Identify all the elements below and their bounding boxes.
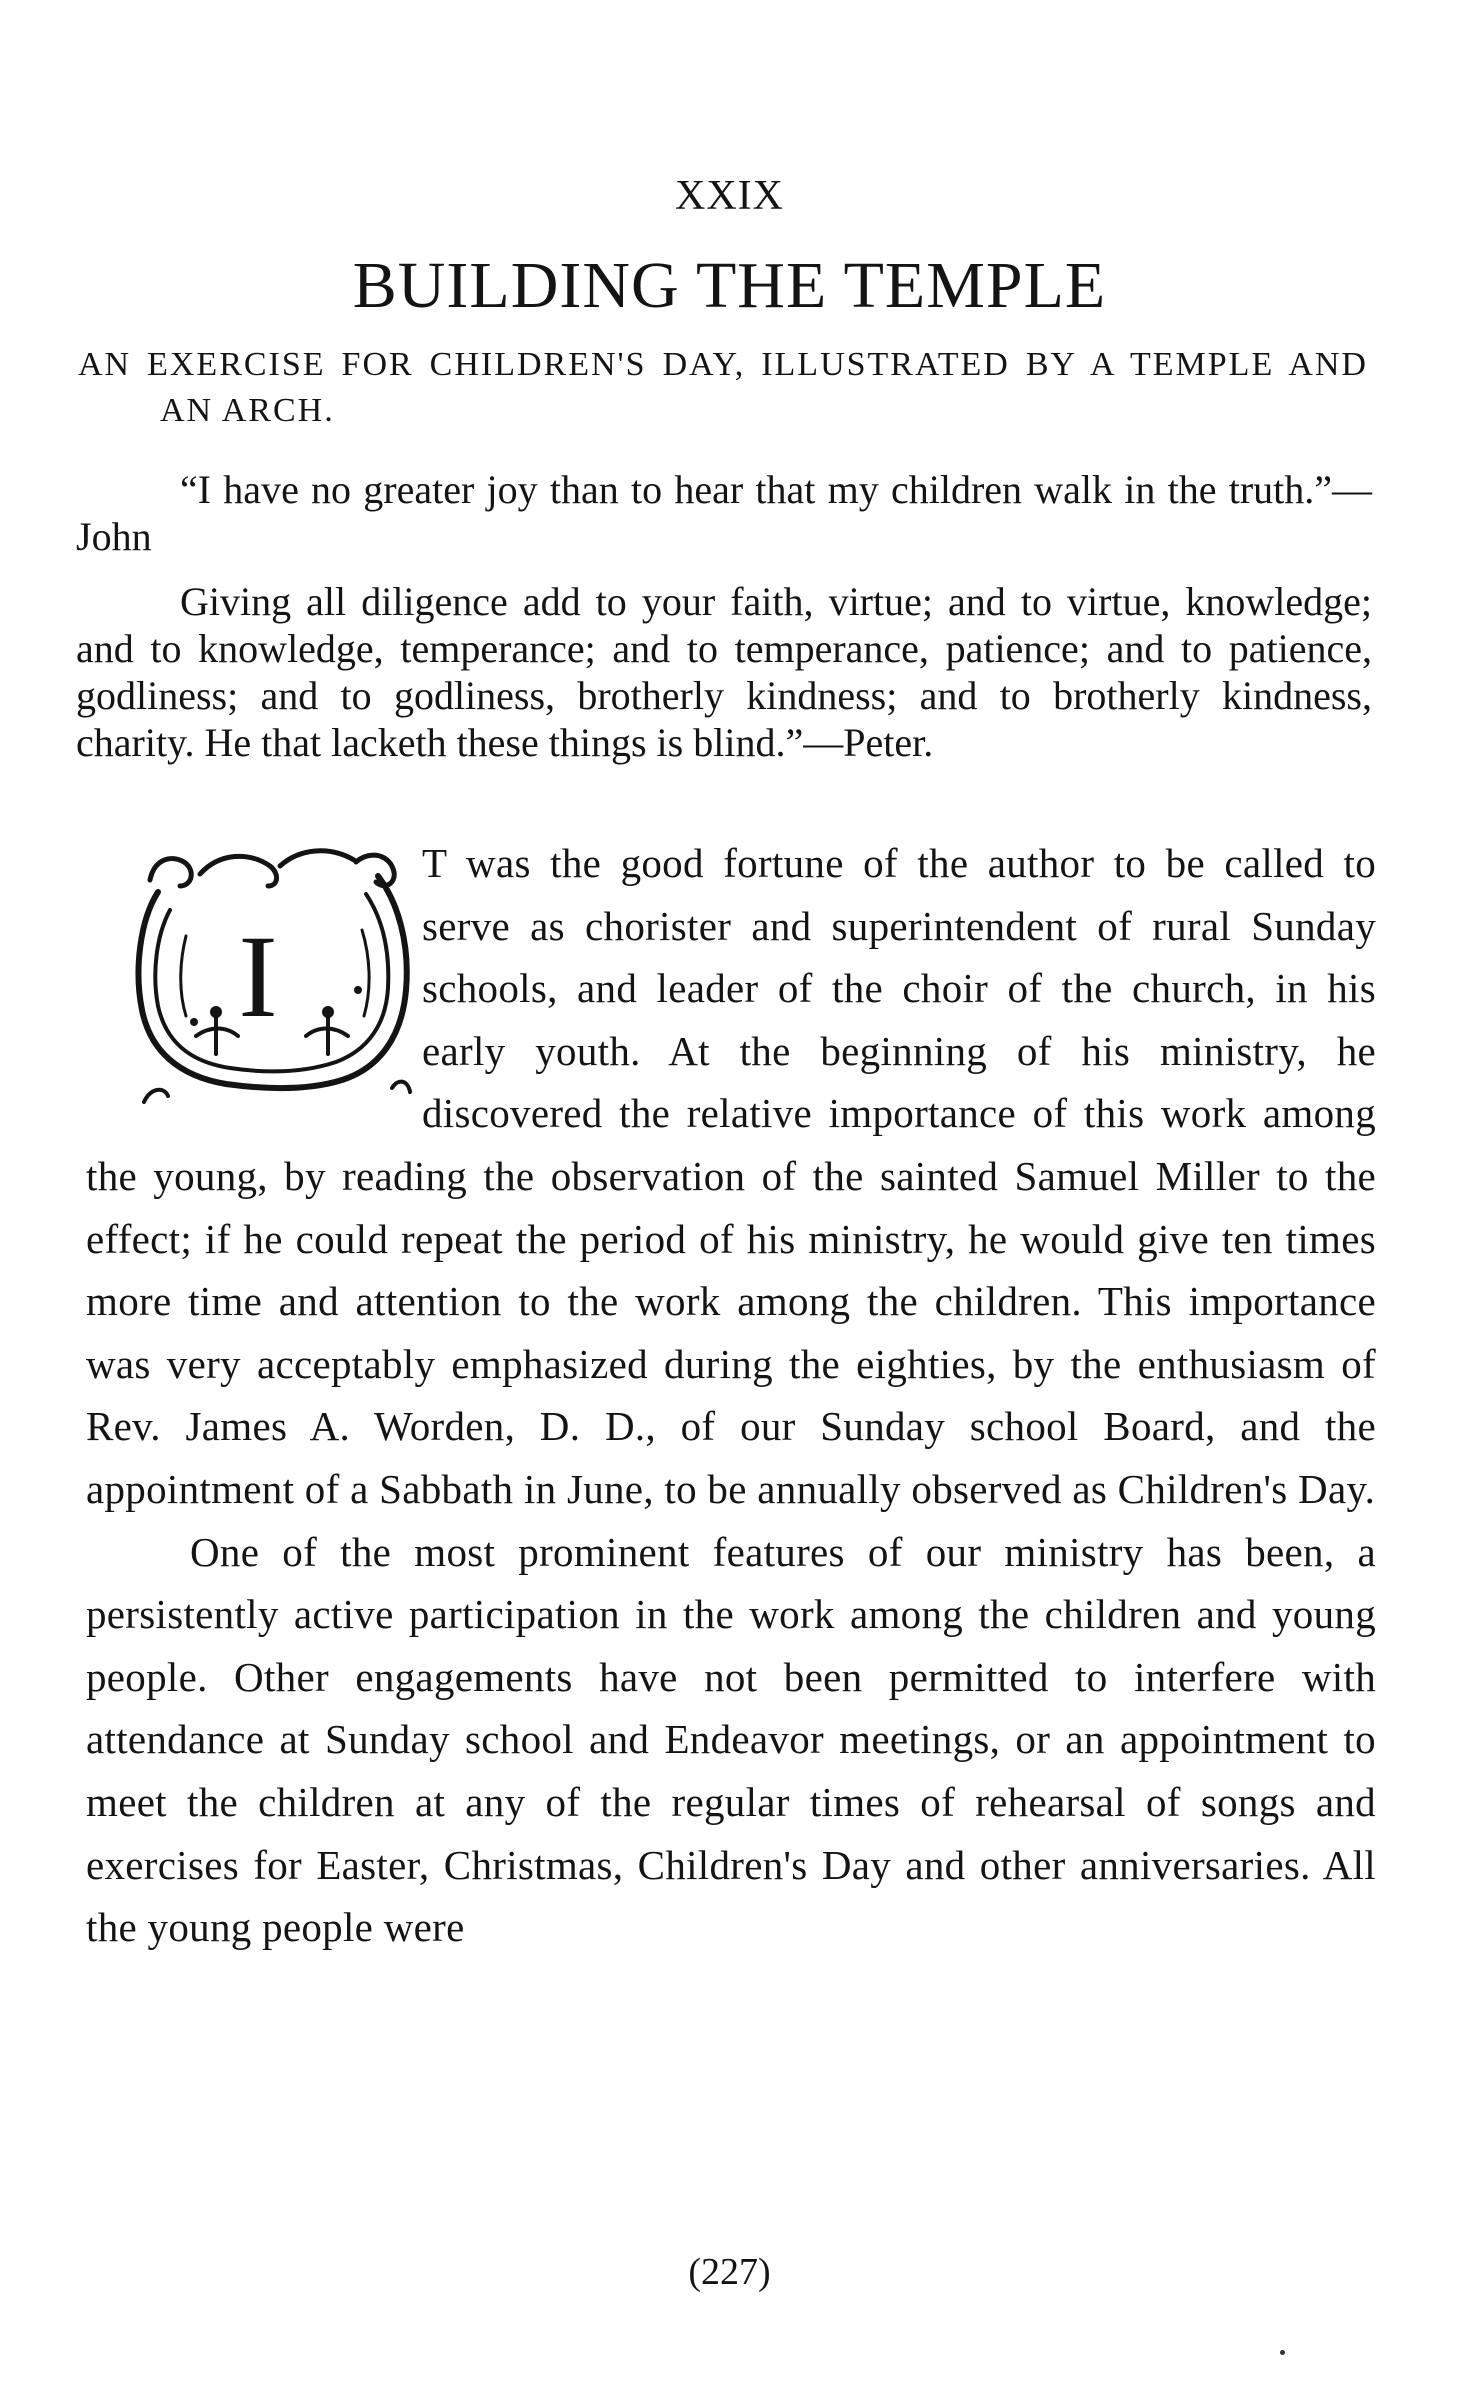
chapter-subtitle: AN EXERCISE FOR CHILDREN'S DAY, ILLUSTRATED BY A TEMPLE AND AN ARCH. [78, 346, 1368, 429]
paragraph-1: T was the good fortune of the author to be called to serve as chorister and superintendent of rural Sunday schools, and leader of the choir of the church, in his early youth. At the beginning of his ministry, he discovered the relative importance of this work among the young, by reading the observation of the sainted Samuel Miller to the effect; if he could repeat the period of his ministry, he would give ten times more time and attention to the work among the children. This importance was very acceptably emphasized during the eighties, by the enthusiasm of Rev. James A. Worden, D. D., of our Sunday school Board, and the appointment of a Sabbath in June, to be annually observed as Children's Day. [86, 840, 1376, 1512]
paragraph-2: One of the most prominent features of our ministry has been, a persistently active participation in the work among the children and young people. Other engagements have not been permitted to interfere with attendance at Sunday school and Endeavor meetings, or an appointment to meet the children at any of the regular times of rehearsal of songs and exercises for Easter, Christmas, Children's Day and other anniversaries. All the young people were [86, 1528, 1376, 1951]
ink-speck [1280, 2350, 1285, 2355]
dropcap-letter: I [238, 911, 278, 1042]
body-text [86, 832, 1376, 1959]
dropcap-spacer [86, 832, 422, 1132]
chapter-number: XXIX [675, 173, 784, 219]
epigraph-john: “I have no greater joy than to hear that my children walk in the truth.”—John [76, 467, 1372, 559]
chapter-title: BUILDING THE TEMPLE [352, 249, 1107, 322]
page-number: (227) [688, 2251, 771, 2293]
epigraph-peter: Giving all diligence add to your faith, virtue; and to virtue, knowledge; and to knowledge, temperance; and to temperance, patience; and to patience, godliness; and to godliness, brotherly kindness; and to brotherly kindness, charity. He that lacketh these things is blind.”—Peter. [76, 579, 1372, 765]
